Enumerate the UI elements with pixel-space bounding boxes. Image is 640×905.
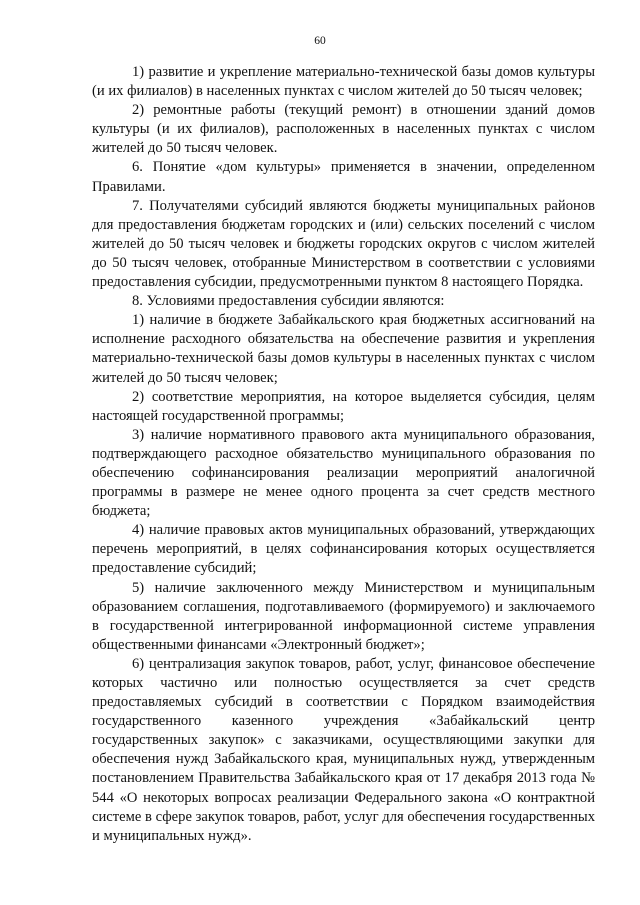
paragraph-condition-3: 3) наличие нормативного правового акта муниципального образования, подтверждающего расходное обязательство муниципального образования по обеспечению софинансирования реализации мероприятий аналогичной программы в размере не менее одного процента за счет средств местного бюджета;	[92, 426, 595, 520]
paragraph-clause-8: 8. Условиями предоставления субсидии являются:	[132, 293, 445, 310]
page-number: 60	[314, 35, 326, 47]
paragraph-condition-5: 5) наличие заключенного между Министерством и муниципальным образованием соглашения, подготавливаемого (формируемого) и заключаемого в государственной интегрированной информационной системе управления общественными финансами «Электронный бюджет»;	[92, 579, 595, 653]
document-body	[92, 63, 595, 846]
paragraph-item-2: 2) ремонтные работы (текущий ремонт) в отношении зданий домов культуры (и их филиалов), расположенных в населенных пунктах с числом жителей до 50 тысяч человек.	[92, 102, 595, 157]
paragraph-condition-2: 2) соответствие мероприятия, на которое выделяется субсидия, целям настоящей государственной программы;	[92, 388, 595, 424]
paragraph-clause-7: 7. Получателями субсидий являются бюджеты муниципальных районов для предоставления бюджетам городских и (или) сельских поселений с числом жителей до 50 тысяч человек и бюджеты городских округов с числом жителей до 50 тысяч человек, отобранные Министерством в соответствии с условиями предоставления субсидии, предусмотренными пунктом 8 настоящего Порядка.	[92, 197, 595, 291]
paragraph-condition-1: 1) наличие в бюджете Забайкальского края бюджетных ассигнований на исполнение расходного обязательства на обеспечение развития и укрепления материально-технической базы домов культуры в населенных пунктах с числом жителей до 50 тысяч человек;	[92, 312, 595, 386]
paragraph-clause-6: 6. Понятие «дом культуры» применяется в значении, определенном Правилами.	[92, 159, 595, 195]
paragraph-item-1: 1) развитие и укрепление материально-технической базы домов культуры (и их филиалов) в населенных пунктах с числом жителей до 50 тысяч человек;	[92, 64, 595, 100]
paragraph-condition-6: 6) централизация закупок товаров, работ, услуг, финансовое обеспечение которых частично или полностью осуществляется за счет средств предоставляемых субсидий в соответствии с Порядком взаимодействия государственного казенного учреждения «Забайкальский центр государственных закупок» с заказчиками, осуществляющими закупки для обеспечения нужд Забайкальского края, муниципальных нужд, утвержденным постановлением Правительства Забайкальского края от 17 декабря 2013 года № 544 «О некоторых вопросах реализации Федерального закона «О контрактной системе в сфере закупок товаров, работ, услуг для обеспечения государственных и муниципальных нужд».	[92, 655, 595, 844]
paragraph-condition-4: 4) наличие правовых актов муниципальных образований, утверждающих перечень мероприятий, в целях софинансирования которых осуществляется предоставление субсидий;	[92, 522, 595, 577]
